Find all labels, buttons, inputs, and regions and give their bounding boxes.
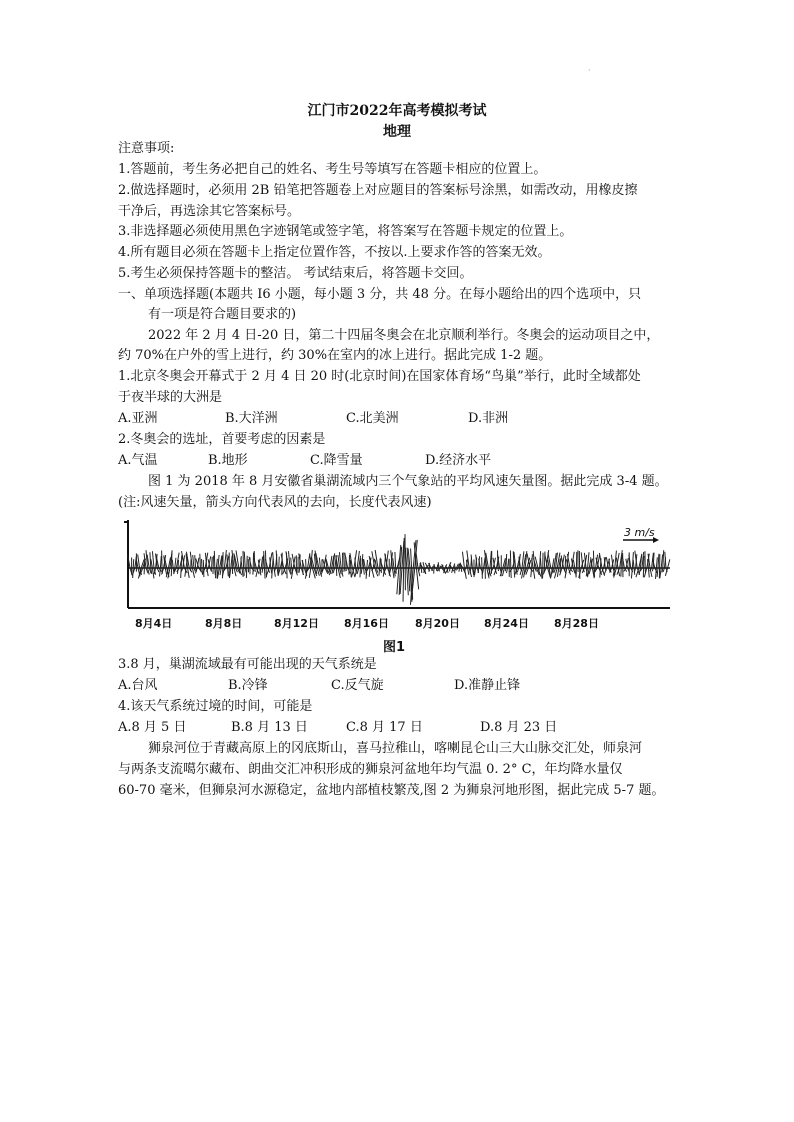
notice-item: 1.答题前，考生务必把自己的姓名、考生号等填写在答题卡相应的位置上。 [118, 162, 547, 177]
wind-vector [541, 568, 542, 579]
wind-vector [224, 550, 226, 568]
wind-vector [609, 559, 610, 568]
wind-vector [506, 554, 507, 568]
section-heading: 一、单项选择题(本题共 I6 小题，每小题 3 分，共 48 分。在每小题给出的四个选项中，只 [118, 287, 642, 302]
wind-vector [369, 568, 370, 577]
option-b: B.冷锋 [228, 678, 268, 693]
question-3-stem: 3.8 月，巢湖流域最有可能出现的天气系统是 [118, 657, 377, 672]
wind-vector [397, 568, 399, 594]
wind-vector [148, 568, 150, 575]
passage-text: 约 70%在户外的雪上进行，约 30%在室内的冰上进行。据此完成 1-2 题。 [118, 348, 552, 363]
wind-vector [640, 554, 641, 568]
wind-vector [407, 568, 408, 595]
wind-vector [514, 568, 515, 578]
wind-vector [505, 568, 506, 571]
wind-vector [211, 568, 212, 571]
wind-vector [588, 552, 589, 568]
wind-vector [658, 554, 659, 568]
wind-vector [361, 568, 362, 574]
date-tick-label: 8月28日 [554, 617, 599, 630]
figure-1-caption: 图1 [383, 640, 406, 655]
passage-text: 60-70 毫米，但狮泉河水源稳定，盆地内部植枝繁茂,图 2 为狮泉河地形图，据此完成 5-7 题。 [118, 783, 665, 798]
wind-vector [478, 568, 479, 573]
notice-item: 干净后，再选涂其它答案标号。 [118, 204, 301, 219]
passage-text: 狮泉河位于青藏高原上的冈底斯山，喜马拉稚山，喀喇昆仑山三大山脉交汇处，师泉河 [148, 741, 643, 756]
wind-vector [288, 551, 290, 568]
wind-vector [152, 551, 154, 568]
wind-vector [525, 551, 527, 568]
wind-vector [552, 558, 554, 568]
wind-vector [338, 555, 340, 568]
notice-item: 5.考生必须保持答题卡的整洁。 考试结束后，将答题卡交回。 [118, 266, 473, 281]
question-3-options [118, 676, 678, 696]
option-c: C.反气旋 [331, 678, 384, 693]
wind-vector [200, 554, 201, 568]
wind-vector [657, 568, 658, 577]
passage-text: 2022 年 2 月 4 日-20 日，第二十四届冬奥会在北京顺利举行。冬奥会的运动项目之中， [148, 328, 660, 343]
wind-vector [218, 555, 219, 568]
wind-vectors [128, 534, 670, 605]
question-4-stem: 4.该天气系统过境的时间，可能是 [118, 699, 313, 714]
wind-vector [395, 552, 396, 568]
wind-vector [319, 558, 320, 568]
wind-vector [344, 552, 345, 568]
date-tick-label: 8月4日 [135, 617, 173, 630]
wind-vector [404, 538, 405, 568]
wind-vector-chart [118, 516, 678, 616]
wind-vector [437, 564, 438, 568]
wind-vector [264, 568, 265, 579]
wind-vector [663, 550, 664, 568]
date-tick-label: 8月24日 [484, 617, 529, 630]
wind-vector [656, 557, 657, 568]
wind-vector [437, 568, 438, 571]
exam-title: 江门市2022年高考模拟考试 [307, 103, 487, 119]
wind-vector [160, 556, 161, 568]
wind-vector [181, 555, 182, 568]
wind-vector [152, 568, 154, 578]
wind-vector [393, 558, 394, 568]
wind-vector [175, 558, 176, 568]
wind-vector [506, 568, 507, 573]
wind-vector [178, 560, 179, 568]
date-tick-label: 8月16日 [344, 617, 389, 630]
wind-vector [332, 568, 333, 574]
date-tick-label: 8月12日 [274, 617, 319, 630]
date-tick-label: 8月20日 [415, 617, 460, 630]
wind-vector [544, 552, 545, 568]
wind-vector [202, 568, 203, 575]
wind-vector [228, 568, 229, 576]
question-4-options [118, 718, 678, 738]
wind-vector [533, 568, 535, 579]
wind-vector [461, 568, 462, 572]
wind-vector [276, 550, 277, 568]
wind-vector [291, 558, 292, 568]
wind-vector [648, 568, 649, 577]
option-a: A.台风 [118, 678, 158, 693]
notice-heading: 注意事项: [118, 141, 175, 156]
scale-label: 3 m/s [624, 526, 655, 539]
wind-vector [462, 552, 464, 568]
wind-vector [375, 560, 376, 568]
figure-1-wind-vector-plot [118, 516, 678, 655]
wind-vector [212, 557, 213, 568]
option-d: D.经济水平 [425, 453, 492, 468]
wind-vector [216, 559, 217, 568]
wind-vector [355, 558, 356, 568]
wind-vector [668, 559, 670, 568]
question-1-stem-cont: 于夜半球的大洲是 [118, 390, 223, 405]
option-c: C.北美洲 [346, 411, 399, 426]
wind-vector [423, 562, 424, 568]
notice-item: 2.做选择题时，必须用 2B 铅笔把答题卷上对应题目的答案标号涂黑，如需改动，用橡皮擦 [118, 183, 638, 198]
passage-text: (注:风速矢量，箭头方向代表风的去向，长度代表风速) [118, 495, 432, 510]
subject-title: 地理 [383, 124, 411, 140]
notice-item: 3.非选择题必须使用黑色字迹钢笔或签字笔，将答案写在答题卡规定的位置上。 [118, 224, 573, 239]
wind-vector [438, 562, 439, 568]
option-d: D.8 月 23 日 [480, 720, 558, 735]
wind-vector [264, 551, 265, 568]
wind-vector [411, 548, 412, 568]
wind-vector [475, 568, 476, 575]
wind-vector [215, 568, 216, 578]
scan-mark: · [588, 66, 591, 75]
wind-vector [540, 558, 541, 568]
wind-vector [309, 568, 311, 578]
wind-vector [600, 568, 601, 578]
wind-vector [193, 555, 194, 568]
question-1-stem: 1.北京冬奥会开幕式于 2 月 4 日 20 时(北京时间)在国家体育场“鸟巢”举行，此时全域都处 [118, 369, 641, 384]
wind-vector [188, 568, 190, 578]
date-tick-label: 8月8日 [205, 617, 243, 630]
wind-vector [364, 568, 365, 575]
wind-vector [272, 568, 273, 578]
wind-vector [181, 568, 182, 578]
wind-vector [220, 568, 221, 575]
option-c: C.降雪量 [310, 453, 363, 468]
wind-vector [195, 555, 196, 568]
wind-vector [366, 568, 367, 579]
question-2-options [118, 451, 678, 471]
wind-vector [593, 551, 594, 568]
wind-vector [133, 559, 134, 568]
wind-vector [165, 568, 166, 575]
section-heading-cont: 有一项是符合题目要求的) [148, 307, 297, 322]
question-2-stem: 2.冬奥会的选址，首要考虑的因素是 [118, 432, 326, 447]
wind-vector [255, 568, 256, 572]
question-1-options [118, 409, 678, 429]
passage-text: 与两条支流噶尔藏布、朗曲交汇冲积形成的狮泉河盆地年均气温 0. 2° C，年均降水量仅 [118, 762, 623, 777]
wind-vector [557, 568, 558, 577]
wind-vector [344, 568, 345, 572]
wind-vector [639, 568, 640, 575]
wind-vector [244, 568, 245, 576]
notice-item: 4.所有题目必须在答题卡上指定位置作答，不按以.上要求作答的答案无效。 [118, 245, 551, 260]
wind-vector [200, 568, 201, 572]
wind-vector [244, 552, 245, 568]
wind-vector [243, 551, 244, 568]
option-a: A.8 月 5 日 [118, 720, 187, 735]
option-d: D.非洲 [468, 411, 509, 426]
wind-vector [172, 560, 173, 568]
wind-vector [468, 568, 469, 575]
wind-vector [508, 559, 509, 568]
wind-vector [470, 568, 471, 573]
wind-vector [242, 568, 243, 577]
wind-vector [227, 554, 228, 568]
wind-vector [432, 568, 433, 571]
wind-vector [633, 560, 634, 568]
wind-vector [548, 560, 550, 568]
wind-vector [261, 557, 262, 568]
wind-vector [403, 568, 404, 602]
wind-vector [408, 568, 409, 591]
wind-vector [201, 559, 202, 568]
option-c: C.8 月 17 日 [346, 720, 423, 735]
wind-vector [266, 568, 267, 577]
wind-vector [432, 566, 433, 568]
passage-text: 图 1 为 2018 年 8 月安徽省巢湖流域内三个气象站的平均风速矢量图。据此完成 3-4 题。 [148, 474, 668, 489]
wind-vector [367, 560, 368, 568]
option-b: B.大洋洲 [225, 411, 278, 426]
option-a: A.气温 [118, 453, 158, 468]
wind-vector [299, 568, 300, 573]
option-a: A.亚洲 [118, 411, 158, 426]
wind-vector [421, 568, 422, 573]
wind-vector [573, 560, 574, 568]
option-b: B.地形 [208, 453, 248, 468]
option-b: B.8 月 13 日 [231, 720, 308, 735]
wind-vector [379, 568, 380, 576]
option-d: D.准静止锋 [454, 678, 521, 693]
